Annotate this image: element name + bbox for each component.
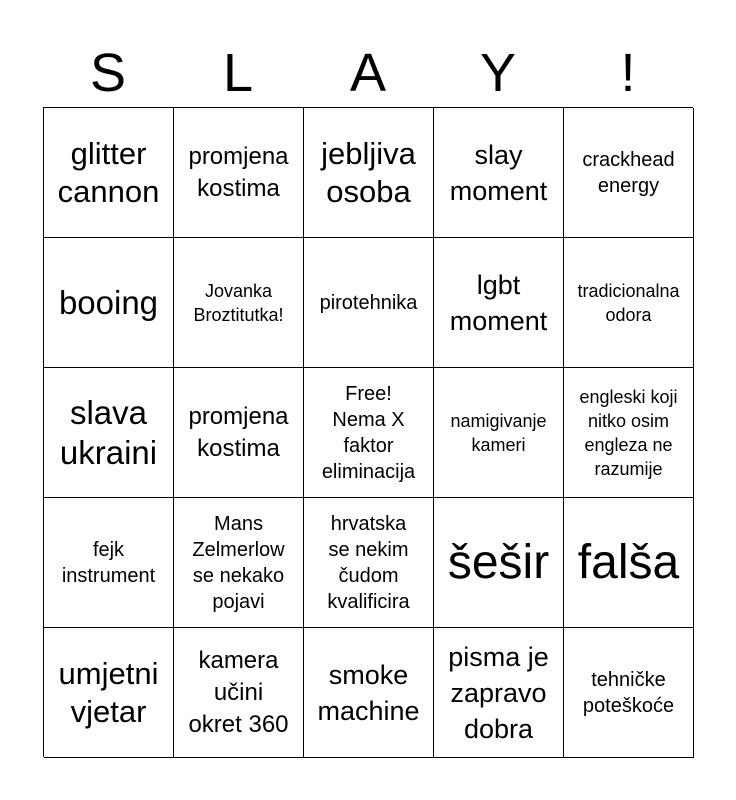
cell-text: namigivanje kameri: [450, 410, 547, 455]
header-letter-y: Y: [479, 43, 517, 103]
header-letter-exclamation: !: [620, 43, 636, 103]
cell-text: tehničke poteškoće: [582, 668, 675, 717]
header-letter-a: A: [349, 43, 387, 103]
bingo-cell[interactable]: [174, 108, 304, 238]
bingo-cell[interactable]: [564, 108, 694, 238]
bingo-cell[interactable]: [564, 628, 694, 758]
bingo-cell[interactable]: [564, 368, 694, 498]
bingo-cell[interactable]: [304, 628, 434, 758]
bingo-cell[interactable]: [44, 238, 174, 368]
bingo-board: [43, 107, 693, 757]
bingo-cell[interactable]: [564, 498, 694, 628]
bingo-cell[interactable]: [434, 238, 564, 368]
bingo-cell[interactable]: [434, 108, 564, 238]
cell-text: kamera učini okret 360: [188, 646, 289, 738]
cell-text: promjena kostima: [188, 402, 289, 462]
cell-text: fejk instrument: [61, 538, 156, 587]
cell-text: booing: [58, 283, 159, 321]
cell-text: promjena kostima: [188, 142, 289, 202]
header-letter-s: S: [89, 43, 127, 103]
free-space-cell[interactable]: [304, 368, 434, 498]
bingo-cell[interactable]: [304, 498, 434, 628]
header-letter-l: L: [222, 43, 254, 103]
bingo-cell[interactable]: [44, 628, 174, 758]
cell-text: tradicionalna odora: [577, 280, 680, 325]
bingo-header: [43, 40, 693, 106]
cell-text: Mans Zelmerlow se nekako pojavi: [192, 512, 285, 613]
cell-text: glitter cannon: [57, 135, 160, 209]
bingo-cell[interactable]: [174, 628, 304, 758]
bingo-cell[interactable]: [434, 628, 564, 758]
cell-text: slay moment: [449, 139, 548, 206]
cell-text: falša: [577, 535, 680, 589]
cell-text: slava ukraini: [59, 393, 158, 471]
bingo-cell[interactable]: [174, 368, 304, 498]
cell-text: Free! Nema X faktor eliminacija: [321, 382, 416, 483]
cell-text: engleski koji nitko osim engleza ne razumije: [579, 386, 678, 479]
cell-text: hrvatska se nekim čudom kvalificira: [327, 512, 410, 613]
cell-text: šešir: [447, 535, 550, 589]
cell-text: pirotehnika: [319, 291, 418, 314]
bingo-cell[interactable]: [44, 108, 174, 238]
cell-text: umjetni vjetar: [58, 655, 159, 729]
cell-text: crackhead energy: [582, 148, 675, 197]
bingo-cell[interactable]: [434, 498, 564, 628]
bingo-cell[interactable]: [44, 368, 174, 498]
cell-text: Jovanka Broztitutka!: [193, 280, 284, 325]
bingo-cell[interactable]: [174, 238, 304, 368]
bingo-cell[interactable]: [304, 108, 434, 238]
cell-text: lgbt moment: [449, 269, 548, 336]
bingo-cell[interactable]: [44, 498, 174, 628]
cell-text: jebljiva osoba: [321, 135, 416, 209]
bingo-cell[interactable]: [304, 238, 434, 368]
bingo-cell[interactable]: [564, 238, 694, 368]
bingo-cell[interactable]: [434, 368, 564, 498]
cell-text: pisma je zapravo dobra: [448, 641, 549, 744]
bingo-cell[interactable]: [174, 498, 304, 628]
cell-text: smoke machine: [317, 659, 420, 726]
